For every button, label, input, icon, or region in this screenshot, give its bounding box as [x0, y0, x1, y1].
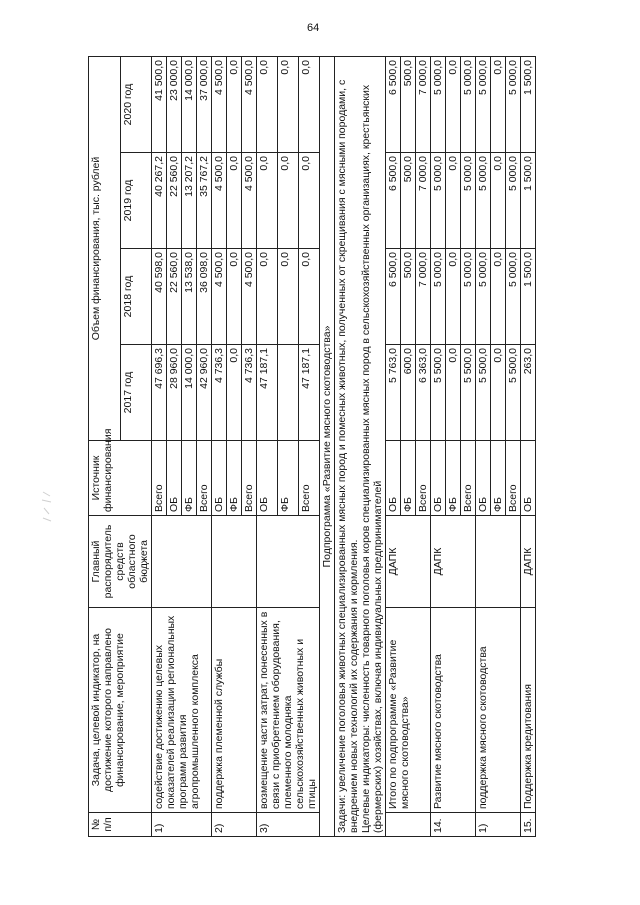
row-value: 7 000,0 [416, 57, 431, 153]
row-value: 47 696,3 [152, 345, 167, 441]
row-task: поддержка мясного скотоводства [476, 608, 521, 813]
section1-body [152, 57, 320, 837]
row-value: 0,0 [227, 57, 242, 153]
row-source: ОБ [386, 441, 401, 516]
row-value: 0,0 [491, 57, 506, 153]
row-value: 5 000,0 [431, 57, 446, 153]
row-value: 0,0 [491, 345, 506, 441]
row-value: 35 767,2 [197, 153, 212, 249]
row-task: Итого по подпрограмме «Развитие мясного скотоводства» [386, 608, 431, 813]
row-manager [212, 516, 257, 608]
row-value: 5 500,0 [431, 345, 446, 441]
row-value: 1 500,0 [521, 249, 536, 345]
row-value: 500,0 [401, 153, 416, 249]
row-value: 0,0 [257, 249, 278, 345]
row-source: ФБ [401, 441, 416, 516]
row-task: содействие достижению целевых показателей реализации региональных программ развития агропромышленного комплекса [152, 608, 212, 813]
row-value: 0,0 [299, 57, 320, 153]
row-source: Всего [506, 441, 521, 516]
row-value: 5 500,0 [476, 345, 491, 441]
tasks-paragraph: Задачи: увеличение поголовья животных специализированных мясных пород и помесных животных, полученных от скрещивания с мясными породами, с внедрением новых технологий их содержания и кормления. [336, 79, 360, 833]
row-value: 22 560,0 [167, 153, 182, 249]
row-source: ОБ [521, 441, 536, 516]
row-source: ФБ [227, 441, 242, 516]
page-number: 64 [307, 22, 320, 34]
indicators-paragraph: Целевые индикаторы: численность товарного поголовья коров специализированных мясных пород в сельскохозяйственных организациях, крестьянских (фермерских) хозяйствах, включая индивидуальных предпринимателей [360, 84, 384, 833]
row-source: ФБ [278, 441, 299, 516]
row-source: ОБ [257, 441, 278, 516]
row-value: 5 000,0 [461, 249, 476, 345]
table-row [212, 57, 227, 837]
row-value: 4 500,0 [242, 57, 257, 153]
row-value: 0,0 [446, 249, 461, 345]
row-source: Всего [152, 441, 167, 516]
row-source: ФБ [491, 441, 506, 516]
row-task: возмещение части затрат, понесенных в связи с приобретением оборудования, племенного молодняка сельскохозяйственных животных и птицы [257, 608, 320, 813]
row-value: 36 098,0 [197, 249, 212, 345]
row-number: 14. [431, 813, 476, 837]
row-value: 28 960,0 [167, 345, 182, 441]
row-value: 22 560,0 [167, 249, 182, 345]
row-value: 5 000,0 [476, 249, 491, 345]
table-row [257, 57, 278, 837]
row-value: 14 000,0 [182, 345, 197, 441]
row-value: 0,0 [227, 345, 242, 441]
row-value: 42 960,0 [197, 345, 212, 441]
row-source: Всего [197, 441, 212, 516]
table-row [476, 57, 491, 837]
row-value: 5 000,0 [506, 153, 521, 249]
row-value: 5 000,0 [476, 57, 491, 153]
row-value: 500,0 [401, 249, 416, 345]
table-row [431, 57, 446, 837]
row-value: 5 500,0 [461, 345, 476, 441]
row-source: Всего [299, 441, 320, 516]
row-number: 15. [521, 813, 536, 837]
row-value: 0,0 [278, 153, 299, 249]
row-value: 47 187,1 [299, 345, 320, 441]
row-value: 0,0 [491, 249, 506, 345]
row-number: 3) [257, 813, 320, 837]
row-source: ОБ [476, 441, 491, 516]
row-value: 6 500,0 [386, 153, 401, 249]
row-value: 0,0 [299, 153, 320, 249]
row-source: ОБ [431, 441, 446, 516]
row-source: Всего [242, 441, 257, 516]
row-task: Поддержка кредитования [521, 608, 536, 813]
row-number: 2) [212, 813, 257, 837]
row-value: 4 736,3 [212, 345, 227, 441]
row-value: 0,0 [227, 249, 242, 345]
row-task: Развитие мясного скотоводства [431, 608, 476, 813]
row-value: 13 538,0 [182, 249, 197, 345]
row-value: 0,0 [257, 153, 278, 249]
row-source: Всего [461, 441, 476, 516]
row-value: 7 000,0 [416, 153, 431, 249]
year-header: 2020 год [120, 57, 152, 153]
row-value: 23 000,0 [167, 57, 182, 153]
row-value [278, 345, 299, 441]
scan-artifact [40, 490, 54, 524]
row-value: 6 363,0 [416, 345, 431, 441]
year-header: 2017 год [120, 345, 152, 441]
row-value: 5 000,0 [461, 153, 476, 249]
row-value: 5 500,0 [506, 345, 521, 441]
row-value: 13 207,2 [182, 153, 197, 249]
row-value: 4 500,0 [242, 249, 257, 345]
row-value: 5 000,0 [431, 249, 446, 345]
row-value: 600,0 [401, 345, 416, 441]
row-number: 1) [476, 813, 521, 837]
row-value: 500,0 [401, 57, 416, 153]
row-value: 1 500,0 [521, 57, 536, 153]
row-value: 0,0 [227, 153, 242, 249]
row-value: 4 500,0 [212, 153, 227, 249]
row-value: 4 500,0 [212, 249, 227, 345]
table-row [152, 57, 167, 837]
row-value: 0,0 [299, 249, 320, 345]
row-manager: ДАПК [431, 516, 476, 608]
row-value: 4 736,3 [242, 345, 257, 441]
row-value: 0,0 [278, 249, 299, 345]
row-source: ФБ [182, 441, 197, 516]
tasks-text [335, 57, 386, 837]
row-task: поддержка племенной службы [212, 608, 257, 813]
row-manager [257, 516, 320, 608]
row-source: ОБ [167, 441, 182, 516]
row-value: 40 267,2 [152, 153, 167, 249]
row-number: 1) [152, 813, 212, 837]
row-source: Всего [416, 441, 431, 516]
row-value: 6 500,0 [386, 249, 401, 345]
row-value: 5 000,0 [476, 153, 491, 249]
row-value: 5 000,0 [431, 153, 446, 249]
row-value: 6 500,0 [386, 57, 401, 153]
row-value: 4 500,0 [242, 153, 257, 249]
col-task-header: Задача, целевой индикатор, на достижение которого направлено финансирование, мероприятие [89, 608, 152, 813]
row-value: 5 000,0 [461, 57, 476, 153]
row-manager: ДАПК [386, 516, 431, 608]
subprogram-title: Подпрограмма «Развитие мясного скотоводства» [320, 57, 335, 837]
row-value: 37 000,0 [197, 57, 212, 153]
row-value: 5 000,0 [506, 249, 521, 345]
row-value: 5 000,0 [506, 57, 521, 153]
col-volume-header: Объем финансирования, тыс. рублей [89, 57, 121, 441]
row-value: 0,0 [257, 57, 278, 153]
row-value: 14 000,0 [182, 57, 197, 153]
col-num-header: № п/п [89, 813, 152, 837]
row-value: 1 500,0 [521, 153, 536, 249]
year-header: 2018 год [120, 249, 152, 345]
row-value: 41 500,0 [152, 57, 167, 153]
row-value: 4 500,0 [212, 57, 227, 153]
row-source: ФБ [446, 441, 461, 516]
col-manager-header: Главный распорядитель средств областного бюджета [89, 516, 152, 608]
table-row [521, 57, 536, 837]
row-value: 0,0 [446, 57, 461, 153]
row-manager [476, 516, 521, 608]
row-value: 0,0 [446, 345, 461, 441]
row-value: 7 000,0 [416, 249, 431, 345]
row-value: 40 598,0 [152, 249, 167, 345]
rotated-table-page [88, 57, 634, 837]
row-value: 0,0 [278, 57, 299, 153]
financing-table [88, 56, 536, 837]
section2-body [386, 57, 536, 837]
year-header: 2019 год [120, 153, 152, 249]
table-row [386, 57, 401, 837]
row-value: 0,0 [491, 153, 506, 249]
row-number [386, 813, 431, 837]
row-value: 263,0 [521, 345, 536, 441]
row-manager: ДАПК [521, 516, 536, 608]
row-value: 5 763,0 [386, 345, 401, 441]
row-value: 0,0 [446, 153, 461, 249]
col-source-header: Источник финансирования [89, 441, 152, 516]
row-value: 47 187,1 [257, 345, 278, 441]
row-manager [152, 516, 212, 608]
row-source: ОБ [212, 441, 227, 516]
